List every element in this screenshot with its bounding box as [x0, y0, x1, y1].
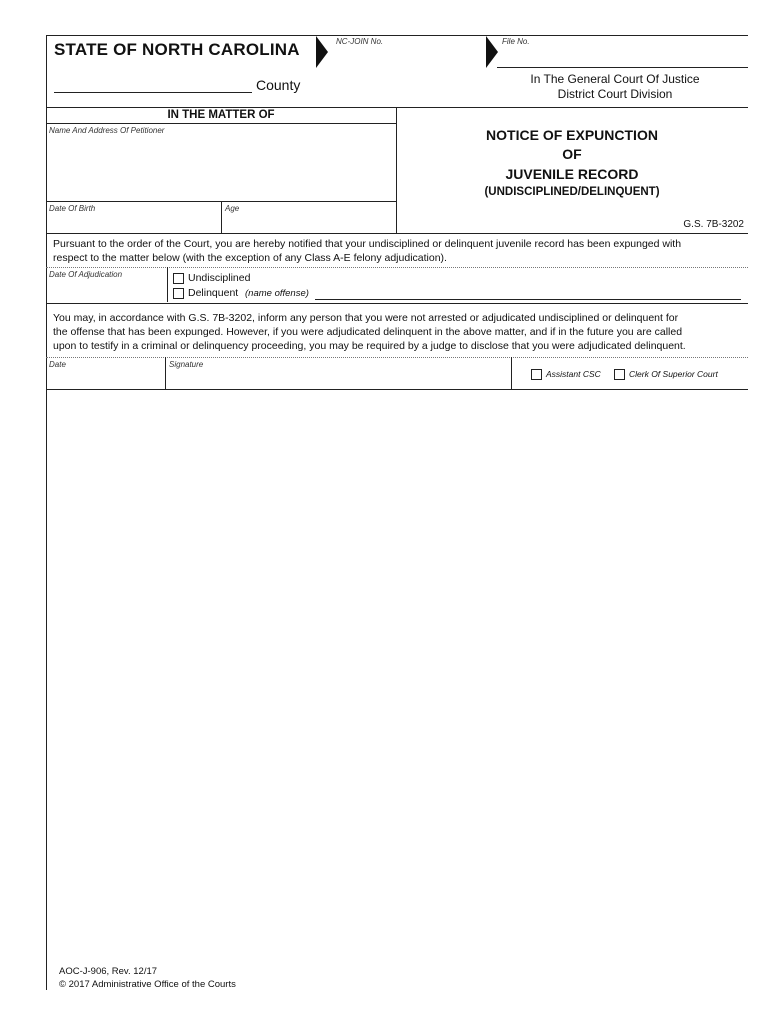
dob-label: Date Of Birth: [49, 204, 96, 213]
name-offense-blank[interactable]: [315, 299, 741, 300]
notice-title-line2: OF: [562, 146, 582, 162]
age-field[interactable]: [224, 214, 392, 231]
matter-top-border: [46, 107, 748, 108]
clerk-checkbox[interactable]: [614, 369, 625, 380]
para2-line1: You may, in accordance with G.S. 7B-3202, inform any person that you were not arrested or adjudicated undisciplined or delinquent for: [53, 312, 679, 324]
statute-reference: G.S. 7B-3202: [683, 219, 744, 230]
header-divider: [497, 67, 748, 68]
matter-center-divider: [396, 107, 397, 233]
county-blank[interactable]: [54, 92, 252, 93]
para1-line1: Pursuant to the order of the Court, you are hereby notified that your undisciplined or delinquent juvenile record has been expunged with: [53, 238, 682, 250]
name-offense-label: (name offense): [245, 288, 309, 299]
delinquent-label: Delinquent: [188, 287, 239, 299]
dob-age-divider: [221, 201, 222, 233]
age-label: Age: [225, 204, 240, 213]
signature-top-border: [46, 357, 748, 358]
left-border: [46, 35, 47, 990]
file-no-label: File No.: [502, 37, 530, 46]
dob-field[interactable]: [48, 214, 218, 231]
adjudication-date-label: Date Of Adjudication: [49, 270, 123, 279]
clerk-label: Clerk Of Superior Court: [629, 369, 718, 379]
adjudication-top-border: [46, 267, 748, 268]
court-line1: In The General Court Of Justice: [530, 72, 700, 86]
matter-heading: IN THE MATTER OF: [167, 109, 275, 121]
delinquent-checkbox[interactable]: [173, 288, 184, 299]
signature-bottom-border: [46, 389, 748, 390]
adjudication-divider: [167, 267, 168, 302]
undisciplined-label: Undisciplined: [188, 272, 251, 284]
nc-join-arrow-icon: [316, 36, 328, 68]
assistant-csc-label: Assistant CSC: [546, 369, 601, 379]
para1-top-border: [46, 233, 748, 234]
assistant-csc-checkbox[interactable]: [531, 369, 542, 380]
signature-label: Signature: [169, 360, 204, 369]
notice-title-line1: NOTICE OF EXPUNCTION: [486, 127, 658, 143]
para2-line3: upon to testify in a criminal or delinquency proceeding, you may be required by a judge to disclose that you were adjudicated delinquent.: [53, 340, 686, 352]
file-no-field[interactable]: [500, 48, 740, 68]
nc-join-field[interactable]: [334, 48, 484, 68]
nc-join-label: NC-JOIN No.: [336, 37, 384, 46]
file-no-arrow-icon: [486, 36, 498, 68]
county-label: County: [256, 77, 301, 93]
form-id: AOC-J-906, Rev. 12/17: [59, 966, 158, 977]
para2-line2: the offense that has been expunged. However, if you were adjudicated delinquent in the above matter, and if in the future you are called: [53, 326, 683, 338]
petitioner-field[interactable]: [48, 137, 393, 199]
notice-subtitle: (UNDISCIPLINED/DELINQUENT): [484, 186, 660, 198]
para1-line2: respect to the matter below (with the exception of any Class A-E felony adjudication).: [53, 252, 447, 264]
matter-heading-underline: [46, 123, 396, 124]
signature-role-divider: [511, 357, 512, 389]
court-line2: District Court Division: [557, 87, 673, 101]
petitioner-label: Name And Address Of Petitioner: [49, 126, 165, 135]
notice-title-line3: JUVENILE RECORD: [505, 166, 639, 182]
date-field[interactable]: [48, 371, 162, 387]
adjudication-date-field[interactable]: [48, 282, 164, 300]
copyright: © 2017 Administrative Office of the Courts: [59, 979, 236, 990]
date-label: Date: [49, 360, 66, 369]
date-signature-divider: [165, 357, 166, 389]
signature-field[interactable]: [168, 371, 508, 387]
para2-top-border: [46, 303, 748, 304]
top-border: [46, 35, 748, 36]
state-title: STATE OF NORTH CAROLINA: [54, 40, 300, 59]
undisciplined-checkbox[interactable]: [173, 273, 184, 284]
